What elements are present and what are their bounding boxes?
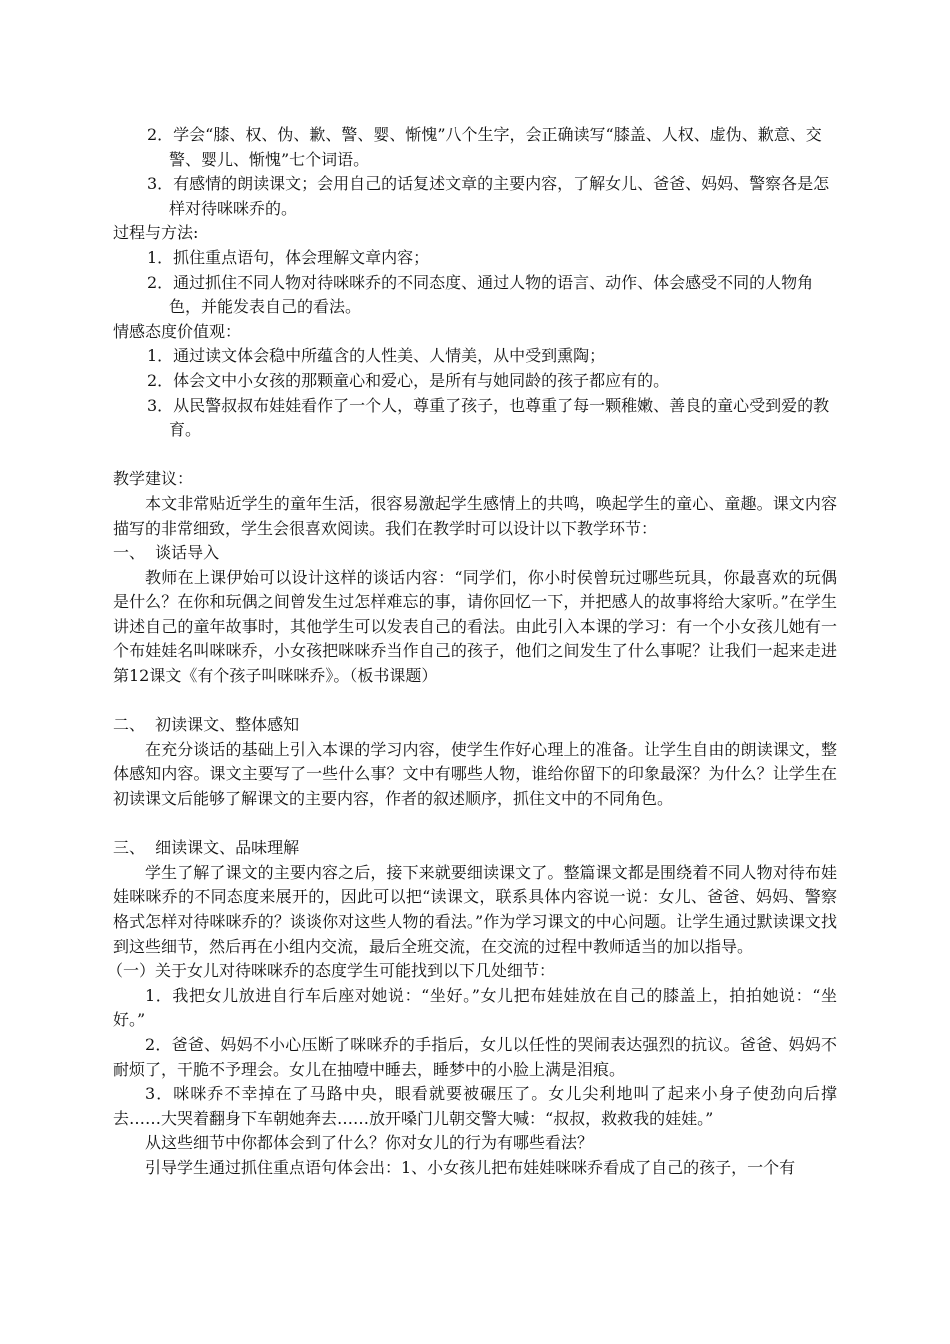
section-text-2: 在充分谈话的基础上引入本课的学习内容，使学生作好心理上的准备。让学生自由的朗读课文，整体感知内容。课文主要写了一些什么事？文中有哪些人物，谁给你留下的印象最深？为什么？让学生在初读课文后能够了解课文的主要内容，作者的叙述顺序，抓住文中的不同角色。 [113, 739, 837, 809]
document-body [107, 123, 837, 1181]
section-text-3: 学生了解了课文的主要内容之后，接下来就要细读课文了。整篇课文都是围绕着不同人物对待布娃娃咪咪乔的不同态度来展开的，因此可以把“读课文，联系具体内容说一说：女儿、爸爸、妈妈、警察格式怎样对待咪咪乔的？谈谈你对这些人物的看法。”作为学习课文的中心问题。让学生通过默读课文找到这些细节，然后再在小组内交流，最后全班交流，在交流的过程中教师适当的加以指导。 [113, 862, 837, 956]
emotion-item: 1．通过读文体会稳中所蕴含的人性美、人情美，从中受到熏陶； [147, 346, 606, 366]
section-heading-2: 二、 初读课文、整体感知 [113, 715, 300, 735]
section-text-1: 教师在上课伊始可以设计这样的谈话内容：“同学们，你小时侯曾玩过哪些玩具，你最喜欢的玩偶是什么？在你和玩偶之间曾发生过怎样难忘的事，请你回忆一下，并把感人的故事将给大家听。”在学生讲述自己的童年故事时，其他学生可以发表自己的看法。由此引入本课的学习：有一个小女孩儿她有一个布娃娃名叫咪咪乔，小女孩把咪咪乔当作自己的孩子，他们之间发生了什么事呢？让我们一起来走进第12课文《有个孩子叫咪咪乔》。（板书课题） [113, 567, 837, 686]
suggestions-heading: 教学建议： [113, 469, 194, 489]
guide-text: 引导学生通过抓住重点语句体会出：1、小女孩儿把布娃娃咪咪乔看成了自己的孩子，一个有 [145, 1157, 796, 1177]
spacer [113, 443, 837, 468]
goal-item: 2．学会“膝、权、伪、歉、警、婴、惭愧”八个生字，会正确读写“膝盖、人权、虚伪、歉意、交警、婴儿、惭愧”七个词语。 [147, 125, 822, 169]
emotion-heading: 情感态度价值观： [113, 321, 242, 341]
sub-heading: （一）关于女儿对待咪咪乔的态度学生可能找到以下几处细节： [107, 961, 556, 981]
suggestions-intro: 本文非常贴近学生的童年生活，很容易激起学生感情上的共鸣，唤起学生的童心、童趣。课文内容描写的非常细致，学生会很喜欢阅读。我们在教学时可以设计以下教学环节： [113, 493, 837, 538]
spacer [113, 812, 837, 837]
spacer [113, 689, 837, 714]
emotion-item: 2．体会文中小女孩的那颗童心和爱心，是所有与她同龄的孩子都应有的。 [147, 370, 670, 390]
detail-item: 2．爸爸、妈妈不小心压断了咪咪乔的手指后，女儿以任性的哭闹表达强烈的抗议。爸爸、妈妈不耐烦了，干脆不予理会。女儿在抽噎中睡去，睡梦中的小脸上满是泪痕。 [113, 1034, 837, 1079]
emotion-item: 3．从民警叔叔布娃娃看作了一个人，尊重了孩子，也尊重了每一颗稚嫩、善良的童心受到爱的教育。 [147, 395, 830, 440]
detail-item: 3．咪咪乔不幸掉在了马路中央，眼看就要被碾压了。女儿尖利地叫了起来小身子使劲向后撑去……大哭着翻身下车朝她奔去……放开嗓门儿朝交警大喊：“叔叔，救救我的娃娃。” [113, 1084, 837, 1128]
process-item: 2．通过抓住不同人物对待咪咪乔的不同态度、通过人物的语言、动作、体会感受不同的人物角色，并能发表自己的看法。 [147, 272, 814, 317]
section-heading-3: 三、 细读课文、品味理解 [113, 838, 300, 858]
process-heading: 过程与方法: [113, 223, 199, 243]
detail-item: 1．我把女儿放进自行车后座对她说：“坐好。”女儿把布娃娃放在自己的膝盖上，拍拍她说：“坐好。” [113, 985, 837, 1030]
question-text: 从这些细节中你都体会到了什么？你对女儿的行为有哪些看法？ [145, 1133, 594, 1153]
goal-item: 3．有感情的朗读课文；会用自己的话复述文章的主要内容，了解女儿、爸爸、妈妈、警察各是怎样对待咪咪乔的。 [147, 174, 830, 218]
section-heading-1: 一、 谈话导入 [113, 543, 220, 563]
process-item: 1．抓住重点语句，体会理解文章内容； [147, 247, 430, 267]
